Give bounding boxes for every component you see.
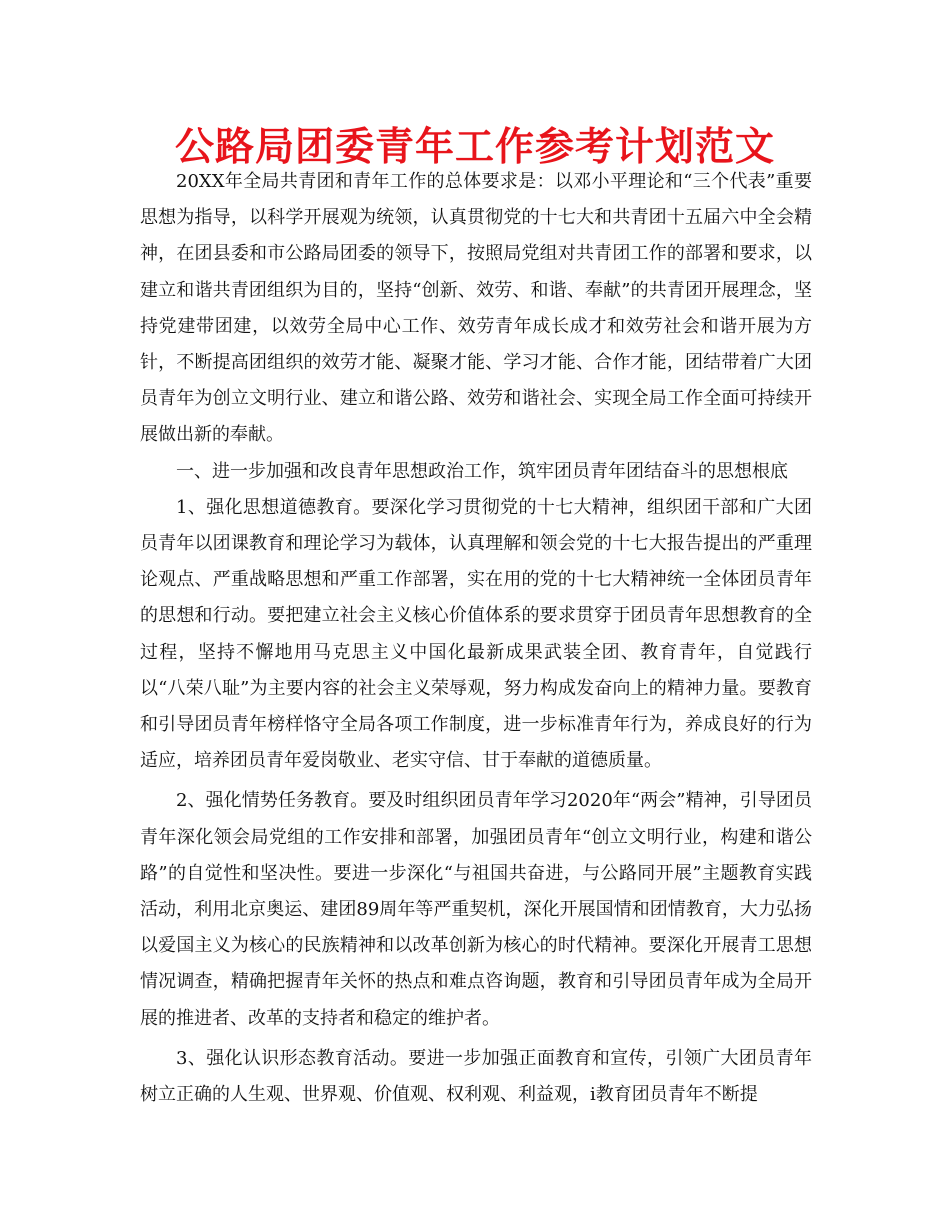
paragraph-item-1: 1、强化思想道德教育。要深化学习贯彻党的十七大精神，组织团干部和广大团员青年以团课教育和理论学习为载体，认真理解和领会党的十七大报告提出的严重理论观点、严重战略思想和严重工作部署，实在用的党的十七大精神统一全体团员青年的思想和行动。要把建立社会主义核心价值体系的要求贯穿于团员青年思想教育的全过程，坚持不懈地用马克思主义中国化最新成果武装全团、教育青年，自觉践行以“八荣八耻”为主要内容的社会主义荣辱观，努力构成发奋向上的精神力量。要教育和引导团员青年榜样恪守全局各项工作制度，进一步标准青年行为，养成良好的行为适应，培养团员青年爱岗敬业、老实守信、甘于奉献的道德质量。 bbox=[140, 496, 812, 772]
paragraph-item-2: 2、强化情势任务教育。要及时组织团员青年学习2020年“两会”精神，引导团员青年深化领会局党组的工作安排和部署，加强团员青年“创立文明行业，构建和谐公路”的自觉性和坚决性。要进一步深化“与祖国共奋进，与公路同开展”主题教育实践活动，利用北京奥运、建团89周年等严重契机，深化开展国情和团情教育，大力弘扬以爱国主义为核心的民族精神和以改革创新为核心的时代精神。要深化开展青工思想情况调查，精确把握青年关怀的热点和难点咨询题，教育和引导团员青年成为全局开展的推进者、改革的支持者和稳定的维护者。 bbox=[140, 790, 812, 1029]
section-heading-1: 一、进一步加强和改良青年思想政治工作，筑牢团员青年团结奋斗的思想根底 bbox=[176, 460, 788, 482]
document-title: 公路局团委青年工作参考计划范文 bbox=[174, 125, 775, 170]
paragraph-overall-requirements: 20XX年全局共青团和青年工作的总体要求是：以邓小平理论和“三个代表”重要思想为指导，以科学开展观为统领，认真贯彻党的十七大和共青团十五届六中全会精神，在团县委和市公路局团委的领导下，按照局党组对共青团工作的部署和要求，以建立和谐共青团组织为目的，坚持“创新、效劳、和谐、奉献”的共青团开展理念，坚持党建带团建，以效劳全局中心工作、效劳青年成长成才和效劳社会和谐开展为方针，不断提高团组织的效劳才能、凝聚才能、学习才能、合作才能，团结带着广大团员青年为创立文明行业、建立和谐公路、效劳和谐社会、实现全局工作全面可持续开展做出新的奉献。 bbox=[140, 171, 812, 446]
document-body bbox=[140, 164, 812, 1113]
paragraph-item-3: 3、强化认识形态教育活动。要进一步加强正面教育和宣传，引领广大团员青年树立正确的人生观、世界观、价值观、权利观、利益观，i教育团员青年不断提 bbox=[140, 1047, 812, 1106]
